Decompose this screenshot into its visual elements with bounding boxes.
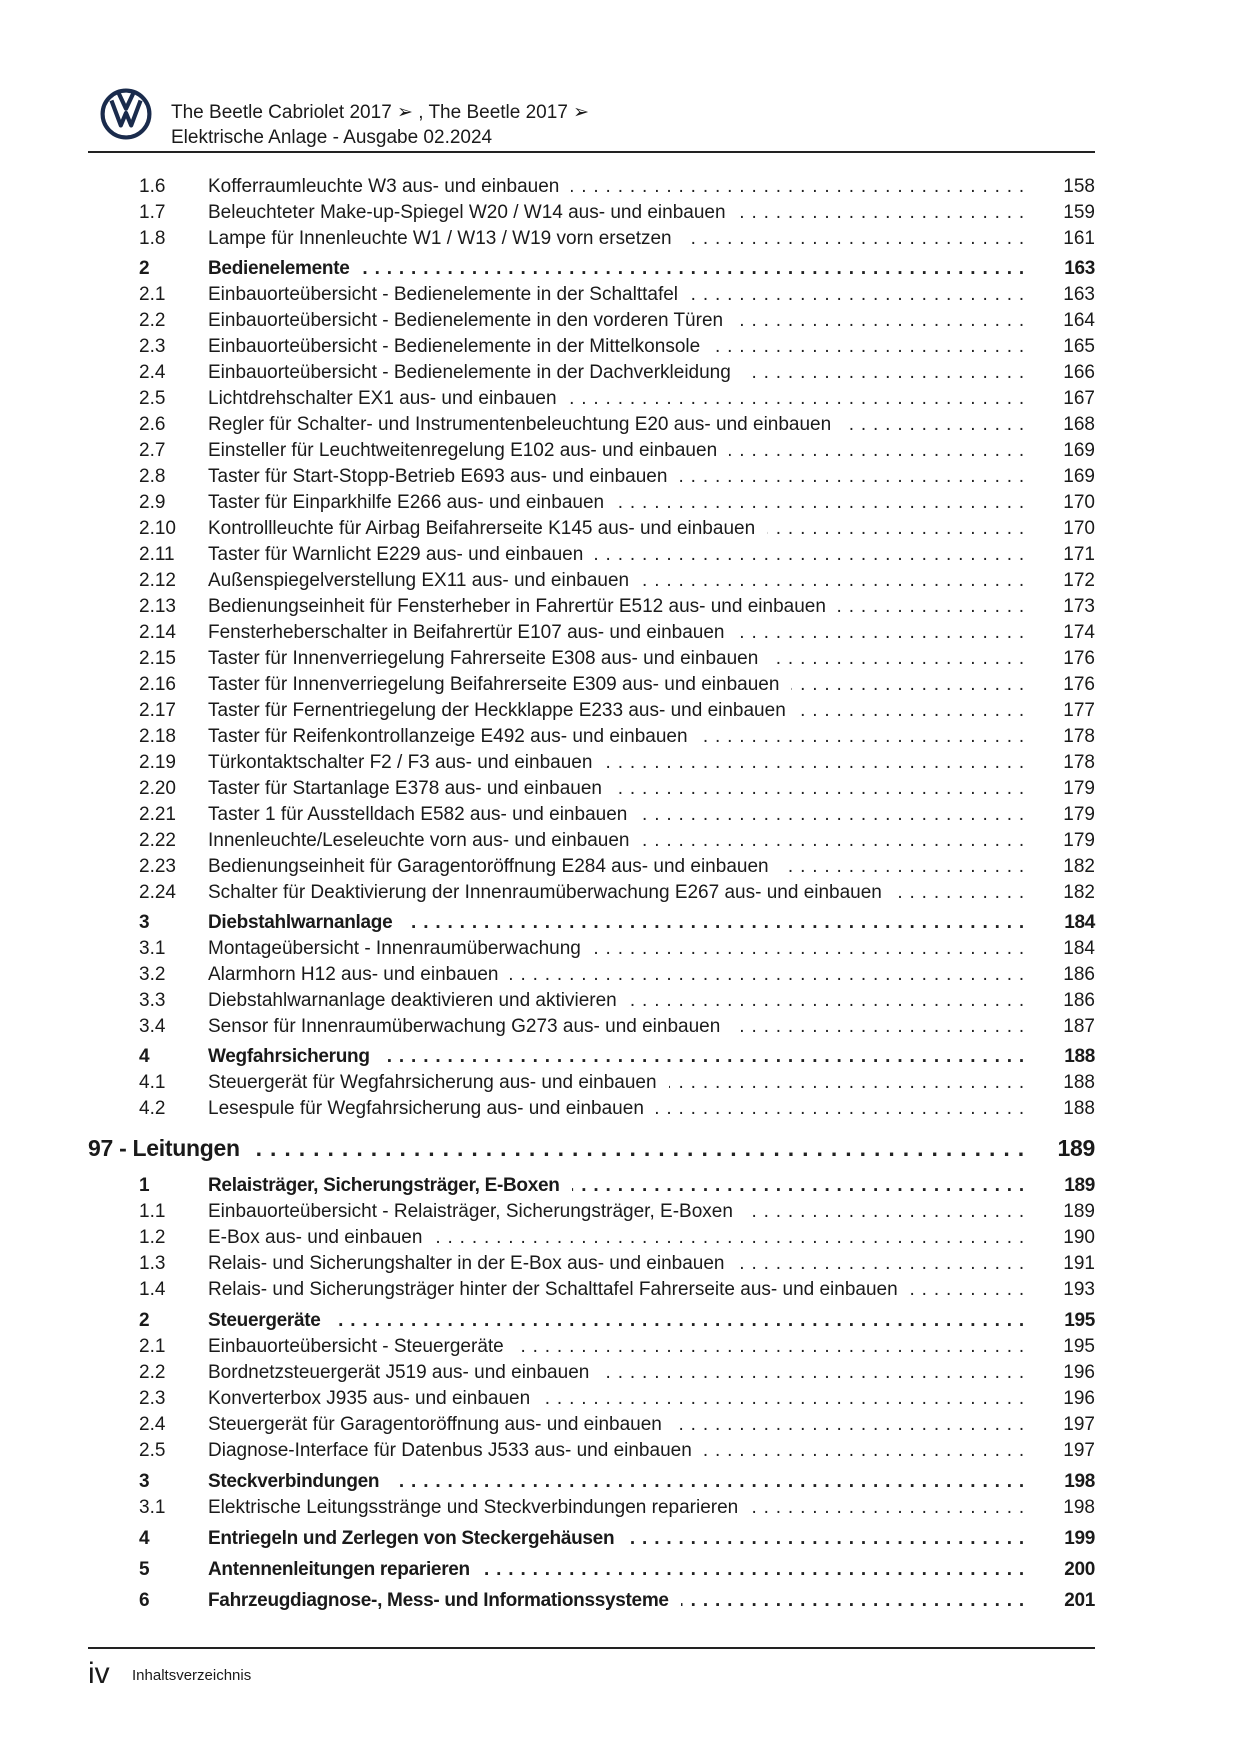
- toc-number: 1.1: [139, 1201, 166, 1222]
- toc-entry[interactable]: [88, 750, 1095, 776]
- toc-title: Einbauorteübersicht - Bedienelemente in den vorderen Türen . . .: [208, 308, 1025, 334]
- toc-page: 169: [1063, 440, 1095, 461]
- footer-divider: [88, 1647, 1095, 1649]
- toc-page: 169: [1063, 466, 1095, 487]
- toc-number: 2.22: [139, 830, 176, 851]
- toc-title: Sensor für Innenraumüberwachung G273 aus- und einbauen . . .: [208, 1014, 1025, 1040]
- toc-number: 2.14: [139, 622, 176, 643]
- toc-title: Taster für Innenverriegelung Beifahrerseite E309 aus- und einbauen . . .: [208, 672, 1025, 698]
- toc-page: 170: [1063, 518, 1095, 539]
- toc-entry[interactable]: [88, 334, 1095, 360]
- toc-number: 2.19: [139, 752, 176, 773]
- toc-title: Kontrollleuchte für Airbag Beifahrerseite K145 aus- und einbauen . . .: [208, 516, 1025, 542]
- toc-page: 195: [1064, 1310, 1095, 1331]
- toc-page: 177: [1063, 700, 1095, 721]
- toc-page: 186: [1063, 990, 1095, 1011]
- header-line-2: Elektrische Anlage - Ausgabe 02.2024: [171, 127, 493, 148]
- toc-page: 184: [1064, 912, 1095, 933]
- toc-page: 159: [1063, 202, 1095, 223]
- toc-section[interactable]: [88, 1526, 1095, 1552]
- toc-number: 2.5: [139, 388, 166, 409]
- toc-page: 163: [1064, 258, 1095, 279]
- toc-number: 2.13: [139, 596, 176, 617]
- toc-entry[interactable]: [88, 594, 1095, 620]
- toc-entry[interactable]: [88, 490, 1095, 516]
- toc-title: Wegfahrsicherung . . .: [208, 1044, 1025, 1070]
- toc-title: Bedienungseinheit für Garagentoröffnung E284 aus- und einbauen . . .: [208, 854, 1025, 880]
- toc-entry[interactable]: [88, 1277, 1095, 1303]
- toc-title: Bedienelemente . . .: [208, 256, 1025, 282]
- toc-title: Schalter für Deaktivierung der Innenraumüberwachung E267 aus- und einbauen . . .: [208, 880, 1025, 906]
- toc-number: 2.17: [139, 700, 176, 721]
- toc-number: 2: [139, 1310, 150, 1331]
- toc-number: 3.1: [139, 1497, 166, 1518]
- toc-number: 1.3: [139, 1253, 166, 1274]
- toc-number: 1.6: [139, 176, 166, 197]
- toc-title: Taster für Innenverriegelung Fahrerseite E308 aus- und einbauen . . .: [208, 646, 1025, 672]
- toc-page: 188: [1064, 1046, 1095, 1067]
- toc-page: 196: [1063, 1388, 1095, 1409]
- toc-number: 2.7: [139, 440, 166, 461]
- toc-entry[interactable]: [88, 854, 1095, 880]
- toc-entry[interactable]: [88, 438, 1095, 464]
- toc-number: 2.4: [139, 362, 166, 383]
- toc-number: 2.12: [139, 570, 176, 591]
- toc-number: 2.20: [139, 778, 176, 799]
- toc-page: 193: [1063, 1279, 1095, 1300]
- toc-page: 184: [1063, 938, 1095, 959]
- toc-entry[interactable]: [88, 464, 1095, 490]
- toc-page: 191: [1063, 1253, 1095, 1274]
- vw-logo-icon: [100, 88, 152, 140]
- toc-number: 1: [139, 1175, 150, 1196]
- toc-section[interactable]: [88, 1588, 1095, 1614]
- toc-page: 174: [1063, 622, 1095, 643]
- toc-number: 2.2: [139, 1362, 166, 1383]
- toc-entry[interactable]: [88, 698, 1095, 724]
- toc-title: Einbauorteübersicht - Steuergeräte . . .: [208, 1334, 1025, 1360]
- toc-title: Konverterbox J935 aus- und einbauen . . .: [208, 1386, 1025, 1412]
- toc-section[interactable]: [88, 1469, 1095, 1495]
- toc-entry[interactable]: [88, 1412, 1095, 1438]
- toc-title: Fensterheberschalter in Beifahrertür E107 aus- und einbauen . . .: [208, 620, 1025, 646]
- toc-number: 2.6: [139, 414, 166, 435]
- toc-entry[interactable]: [88, 568, 1095, 594]
- toc-title: 97 - Leitungen . . .: [88, 1132, 1025, 1164]
- toc-page: 189: [1063, 1201, 1095, 1222]
- toc-number: 4: [139, 1528, 150, 1549]
- toc-page: 172: [1063, 570, 1095, 591]
- toc-page: 186: [1063, 964, 1095, 985]
- toc-page: 201: [1064, 1590, 1095, 1611]
- toc-page: 187: [1063, 1016, 1095, 1037]
- toc-number: 2.16: [139, 674, 176, 695]
- toc-title: Taster für Warnlicht E229 aus- und einbauen . . .: [208, 542, 1025, 568]
- toc-page: 179: [1063, 804, 1095, 825]
- toc-entry[interactable]: [88, 646, 1095, 672]
- toc-title: Taster für Reifenkontrollanzeige E492 aus- und einbauen . . .: [208, 724, 1025, 750]
- toc-title: Regler für Schalter- und Instrumentenbeleuchtung E20 aus- und einbauen . . .: [208, 412, 1025, 438]
- toc-entry[interactable]: [88, 802, 1095, 828]
- toc-entry[interactable]: [88, 880, 1095, 906]
- toc-page: 166: [1063, 362, 1095, 383]
- toc-entry[interactable]: [88, 360, 1095, 386]
- toc-entry[interactable]: [88, 542, 1095, 568]
- toc-page: 200: [1064, 1559, 1095, 1580]
- toc-page: 178: [1063, 726, 1095, 747]
- toc-entry[interactable]: [88, 412, 1095, 438]
- toc-entry[interactable]: [88, 1438, 1095, 1464]
- toc-page: 164: [1063, 310, 1095, 331]
- toc-number: 2.11: [139, 544, 175, 565]
- toc-number: 3.1: [139, 938, 166, 959]
- toc-section[interactable]: [88, 256, 1095, 282]
- toc-entry[interactable]: [88, 672, 1095, 698]
- toc-title: Einsteller für Leuchtweitenregelung E102 aus- und einbauen . . .: [208, 438, 1025, 464]
- header-line-1: The Beetle Cabriolet 2017 ➢ , The Beetle 2017 ➢: [171, 102, 590, 123]
- footer-page-number: iv: [88, 1657, 110, 1690]
- toc-number: 3.3: [139, 990, 166, 1011]
- toc-entry[interactable]: [88, 1495, 1095, 1521]
- toc-title: Diebstahlwarnanlage . . .: [208, 910, 1025, 936]
- toc-title: Steckverbindungen . . .: [208, 1469, 1025, 1495]
- toc-number: 5: [139, 1559, 150, 1580]
- toc-chapter[interactable]: [88, 1132, 1095, 1164]
- toc-title: Lichtdrehschalter EX1 aus- und einbauen . . .: [208, 386, 1025, 412]
- toc-page: 182: [1063, 882, 1095, 903]
- toc-title: Lampe für Innenleuchte W1 / W13 / W19 vorn ersetzen . . .: [208, 226, 1025, 252]
- toc-entry[interactable]: [88, 988, 1095, 1014]
- toc-title: Taster für Einparkhilfe E266 aus- und einbauen . . .: [208, 490, 1025, 516]
- toc-entry[interactable]: [88, 936, 1095, 962]
- toc-title: Elektrische Leitungsstränge und Steckverbindungen reparieren . . .: [208, 1495, 1025, 1521]
- toc-number: 4.1: [139, 1072, 166, 1093]
- toc-title: Steuergerät für Wegfahrsicherung aus- und einbauen . . .: [208, 1070, 1025, 1096]
- toc-title: Entriegeln und Zerlegen von Steckergehäusen . . .: [208, 1526, 1025, 1552]
- toc-entry[interactable]: [88, 516, 1095, 542]
- toc-entry[interactable]: [88, 282, 1095, 308]
- toc-number: 2: [139, 258, 150, 279]
- toc-entry[interactable]: [88, 174, 1095, 200]
- toc-page: 170: [1063, 492, 1095, 513]
- toc-number: 2.15: [139, 648, 176, 669]
- toc-entry[interactable]: [88, 1070, 1095, 1096]
- toc-page: 179: [1063, 778, 1095, 799]
- toc-title: Beleuchteter Make-up-Spiegel W20 / W14 aus- und einbauen . . .: [208, 200, 1025, 226]
- toc-page: 167: [1063, 388, 1095, 409]
- toc-title: Taster für Start-Stopp-Betrieb E693 aus- und einbauen . . .: [208, 464, 1025, 490]
- toc-section[interactable]: [88, 1044, 1095, 1070]
- toc-title: Diebstahlwarnanlage deaktivieren und aktivieren . . .: [208, 988, 1025, 1014]
- toc-number: 2.8: [139, 466, 166, 487]
- toc-title: Montageübersicht - Innenraumüberwachung . . .: [208, 936, 1025, 962]
- toc-page: 182: [1063, 856, 1095, 877]
- toc-number: 2.23: [139, 856, 176, 877]
- toc-number: 3.4: [139, 1016, 166, 1037]
- toc-page: 197: [1063, 1440, 1095, 1461]
- toc-page: 189: [1064, 1175, 1095, 1196]
- toc-page: 196: [1063, 1362, 1095, 1383]
- toc-page: 199: [1064, 1528, 1095, 1549]
- toc-number: 3.2: [139, 964, 166, 985]
- toc-page: 178: [1063, 752, 1095, 773]
- toc-page: 158: [1063, 176, 1095, 197]
- toc-title: Relais- und Sicherungsträger hinter der Schalttafel Fahrerseite aus- und einbauen . . .: [208, 1277, 1025, 1303]
- toc-title: Lesespule für Wegfahrsicherung aus- und einbauen . . .: [208, 1096, 1025, 1122]
- toc-entry[interactable]: [88, 620, 1095, 646]
- toc-page: 165: [1063, 336, 1095, 357]
- toc-number: 2.24: [139, 882, 176, 903]
- toc-page: 188: [1063, 1072, 1095, 1093]
- toc-number: 2.10: [139, 518, 176, 539]
- toc-page: 189: [1057, 1135, 1095, 1161]
- toc-entry[interactable]: [88, 308, 1095, 334]
- toc-section[interactable]: [88, 910, 1095, 936]
- toc-number: 2.3: [139, 336, 166, 357]
- toc-number: 2.1: [139, 284, 166, 305]
- toc-title: Relaisträger, Sicherungsträger, E-Boxen . . .: [208, 1173, 1025, 1199]
- toc-entry[interactable]: [88, 724, 1095, 750]
- toc-page: 198: [1064, 1471, 1095, 1492]
- toc-page: 163: [1063, 284, 1095, 305]
- toc-number: 1.7: [139, 202, 166, 223]
- toc-entry[interactable]: [88, 1014, 1095, 1040]
- toc-number: 1.4: [139, 1279, 166, 1300]
- toc-number: 2.2: [139, 310, 166, 331]
- toc-page: 171: [1063, 544, 1095, 565]
- toc-page: 161: [1063, 228, 1095, 249]
- toc-title: Antennenleitungen reparieren . . .: [208, 1557, 1025, 1583]
- toc-title: Innenleuchte/Leseleuchte vorn aus- und einbauen . . .: [208, 828, 1025, 854]
- toc-title: Einbauorteübersicht - Bedienelemente in der Mittelkonsole . . .: [208, 334, 1025, 360]
- toc-page: 176: [1063, 674, 1095, 695]
- toc-entry[interactable]: [88, 1360, 1095, 1386]
- toc-page: 173: [1063, 596, 1095, 617]
- toc-number: 3: [139, 912, 150, 933]
- toc-title: Taster für Startanlage E378 aus- und einbauen . . .: [208, 776, 1025, 802]
- toc-title: Diagnose-Interface für Datenbus J533 aus- und einbauen . . .: [208, 1438, 1025, 1464]
- footer-label: Inhaltsverzeichnis: [132, 1667, 252, 1684]
- toc-entry[interactable]: [88, 1225, 1095, 1251]
- toc-entry[interactable]: [88, 962, 1095, 988]
- toc-title: Kofferraumleuchte W3 aus- und einbauen . . .: [208, 174, 1025, 200]
- toc-page: 188: [1063, 1098, 1095, 1119]
- toc-page: 176: [1063, 648, 1095, 669]
- toc-title: Türkontaktschalter F2 / F3 aus- und einbauen . . .: [208, 750, 1025, 776]
- toc-title: Einbauorteübersicht - Bedienelemente in der Dachverkleidung . . .: [208, 360, 1025, 386]
- toc-title: E-Box aus- und einbauen . . .: [208, 1225, 1025, 1251]
- toc-page: 195: [1063, 1336, 1095, 1357]
- toc-number: 2.5: [139, 1440, 166, 1461]
- toc-entry[interactable]: [88, 828, 1095, 854]
- toc-title: Alarmhorn H12 aus- und einbauen . . .: [208, 962, 1025, 988]
- toc-section[interactable]: [88, 1173, 1095, 1199]
- toc-entry[interactable]: [88, 1386, 1095, 1412]
- toc-section[interactable]: [88, 1308, 1095, 1334]
- toc-entry[interactable]: [88, 226, 1095, 252]
- toc-page: 197: [1063, 1414, 1095, 1435]
- toc-page: 198: [1063, 1497, 1095, 1518]
- toc-section[interactable]: [88, 1557, 1095, 1583]
- toc-number: 2.3: [139, 1388, 166, 1409]
- toc-title: Taster für Fernentriegelung der Heckklappe E233 aus- und einbauen . . .: [208, 698, 1025, 724]
- toc-number: 3: [139, 1471, 150, 1492]
- toc-title: Außenspiegelverstellung EX11 aus- und einbauen . . .: [208, 568, 1025, 594]
- toc-number: 2.1: [139, 1336, 166, 1357]
- document-title: [171, 100, 589, 150]
- toc-entry[interactable]: [88, 1334, 1095, 1360]
- toc-title: Relais- und Sicherungshalter in der E-Box aus- und einbauen . . .: [208, 1251, 1025, 1277]
- toc-number: 2.18: [139, 726, 176, 747]
- toc-title: Steuergerät für Garagentoröffnung aus- und einbauen . . .: [208, 1412, 1025, 1438]
- header-divider: [88, 151, 1095, 153]
- toc-entry[interactable]: [88, 200, 1095, 226]
- toc-number: 1.2: [139, 1227, 166, 1248]
- toc-entry[interactable]: [88, 1199, 1095, 1225]
- toc-page: 190: [1063, 1227, 1095, 1248]
- toc-title: Bordnetzsteuergerät J519 aus- und einbauen . . .: [208, 1360, 1025, 1386]
- toc-page: 179: [1063, 830, 1095, 851]
- toc-entry[interactable]: [88, 1251, 1095, 1277]
- toc-title: Steuergeräte . . .: [208, 1308, 1025, 1334]
- toc-title: Taster 1 für Ausstelldach E582 aus- und einbauen . . .: [208, 802, 1025, 828]
- toc-number: 2.9: [139, 492, 166, 513]
- toc-number: 4: [139, 1046, 150, 1067]
- toc-number: 2.21: [139, 804, 176, 825]
- toc-title: Bedienungseinheit für Fensterheber in Fahrertür E512 aus- und einbauen . . .: [208, 594, 1025, 620]
- toc-number: 6: [139, 1590, 150, 1611]
- toc-title: Einbauorteübersicht - Bedienelemente in der Schalttafel . . .: [208, 282, 1025, 308]
- toc-entry[interactable]: [88, 776, 1095, 802]
- toc-number: 4.2: [139, 1098, 166, 1119]
- toc-title: Fahrzeugdiagnose-, Mess- und Informationssysteme . . .: [208, 1588, 1025, 1614]
- toc-page: 168: [1063, 414, 1095, 435]
- toc-entry[interactable]: [88, 1096, 1095, 1122]
- toc-title: Einbauorteübersicht - Relaisträger, Sicherungsträger, E-Boxen . . .: [208, 1199, 1025, 1225]
- toc-entry[interactable]: [88, 386, 1095, 412]
- toc-number: 2.4: [139, 1414, 166, 1435]
- toc-number: 1.8: [139, 228, 166, 249]
